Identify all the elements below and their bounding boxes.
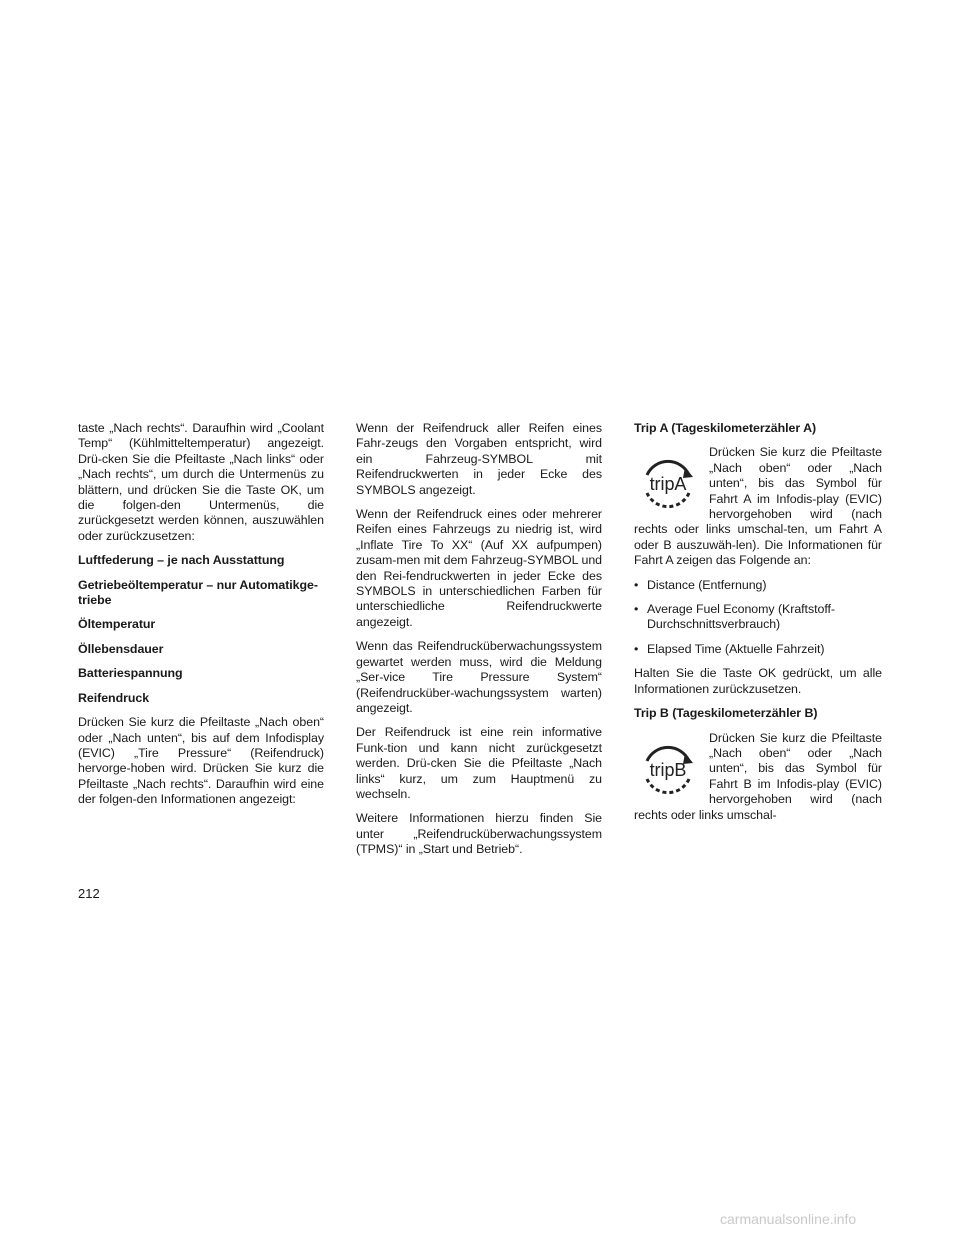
trip-b-block (634, 731, 882, 832)
trip-a-reset-text: Halten Sie die Taste OK gedrückt, um alle Informationen zurückzusetzen. (634, 666, 882, 696)
paragraph-info-only: Der Reifendruck ist eine rein informative Funk-tion und kann nicht zurückgesetzt werden. Drü-cken Sie die Pfeiltaste „Nach links“ kurz, um zum Hauptmenü zu wechseln. (356, 725, 602, 801)
submenu-item-transmission-temp: Getriebeöltemperatur – nur Automatikge-triebe (78, 577, 318, 608)
paragraph-tpms-service: Wenn das Reifendrucküberwachungssystem gewartet werden muss, wird die Meldung „Ser-vice Tire Pressure System“ (Reifendrucküber-wachungssystem warten) angezeigt. (356, 639, 602, 715)
trip-a-bullets (634, 578, 882, 658)
trip-a-icon (637, 453, 699, 515)
trip-b-text: Drücken Sie kurz die Pfeiltaste „Nach oben“ oder „Nach unten“, bis das Symbol für Fahrt B im Infodis-play (EVIC) hervorgehoben wird (nach rechts oder links umschal- (634, 730, 882, 822)
submenu-item-air-suspension: Luftfederung – je nach Ausstattung (78, 553, 285, 568)
trip-b-icon (637, 739, 699, 801)
trip-a-text: Drücken Sie kurz die Pfeiltaste „Nach oben“ oder „Nach unten“, bis das Symbol für Fahrt A im Infodis-play (EVIC) hervorgehoben wird (nach rechts oder links umschal-ten, um Fahrt A oder B auszuwäh-len). Die Informationen für Fahrt A zeigen das Folgende an: (634, 445, 882, 568)
submenu-item-battery-voltage: Batteriespannung (78, 666, 183, 681)
trip-a-icon-label: tripA (649, 474, 687, 495)
column-left (78, 421, 324, 817)
tire-pressure-paragraph: Drücken Sie kurz die Pfeiltaste „Nach oben“ oder „Nach unten“, bis auf dem Infodisplay (EVIC) „Tire Pressure“ (Reifendruck) hervorge-hoben wird. Drücken Sie kurz die Pfeiltaste „Nach rechts“. Daraufhin wird eine der folgen-den Informationen angezeigt: (78, 715, 324, 807)
trip-b-heading: Trip B (Tageskilometerzähler B) (634, 706, 818, 721)
footer-watermark: carmanualsonline.info (720, 1211, 857, 1227)
bullet-fuel-economy: • Average Fuel Economy (Kraftstoff-Durchschnittsverbrauch) (634, 602, 882, 633)
trip-a-heading: Trip A (Tageskilometerzähler A) (634, 421, 817, 435)
column-right (634, 421, 882, 832)
page-number: 212 (78, 886, 100, 901)
bullet-elapsed-time: • Elapsed Time (Aktuelle Fahrzeit) (634, 642, 882, 657)
submenu-item-oil-temp: Öltemperatur (78, 617, 156, 632)
intro-paragraph: taste „Nach rechts“. Daraufhin wird „Coolant Temp“ (Kühlmitteltemperatur) angezeigt. Drü-cken Sie die Pfeiltaste „Nach links“ oder „Nach rechts“, um durch die Untermenüs zu blättern, und drücken Sie die Taste OK, um die folgen-den Untermenüs, die zurückgesetzt werden können, auszuwählen oder zurückzusetzen: (78, 421, 324, 543)
paragraph-tire-ok: Wenn der Reifendruck aller Reifen eines Fahr-zeugs den Vorgaben entspricht, wird ein Fahrzeug-SYMBOL mit Reifendruckwerten in jeder Ecke des SYMBOLS angezeigt. (356, 421, 602, 497)
trip-b-icon-label: tripB (649, 759, 687, 780)
bullet-distance: • Distance (Entfernung) (634, 578, 882, 593)
trip-a-block (634, 445, 882, 577)
paragraph-tire-low: Wenn der Reifendruck eines oder mehrerer Reifen eines Fahrzeugs zu niedrig ist, wird „Inflate Tire To XX“ (Auf XX aufpumpen) zusam-men mit dem Fahrzeug-SYMBOL und den Rei-fendruckwerten in jeder Ecke des SYMBOLS in unterschiedlichen Farben für unterschiedliche Reifendruckwerte angezeigt. (356, 507, 602, 629)
paragraph-more-info: Weitere Informationen hierzu finden Sie unter „Reifendrucküberwachungssystem (TPMS)“ in „Start und Betrieb“. (356, 811, 602, 857)
submenu-item-tire-pressure: Reifendruck (78, 690, 150, 705)
column-middle (356, 421, 602, 867)
submenu-item-oil-life: Öllebensdauer (78, 641, 164, 656)
